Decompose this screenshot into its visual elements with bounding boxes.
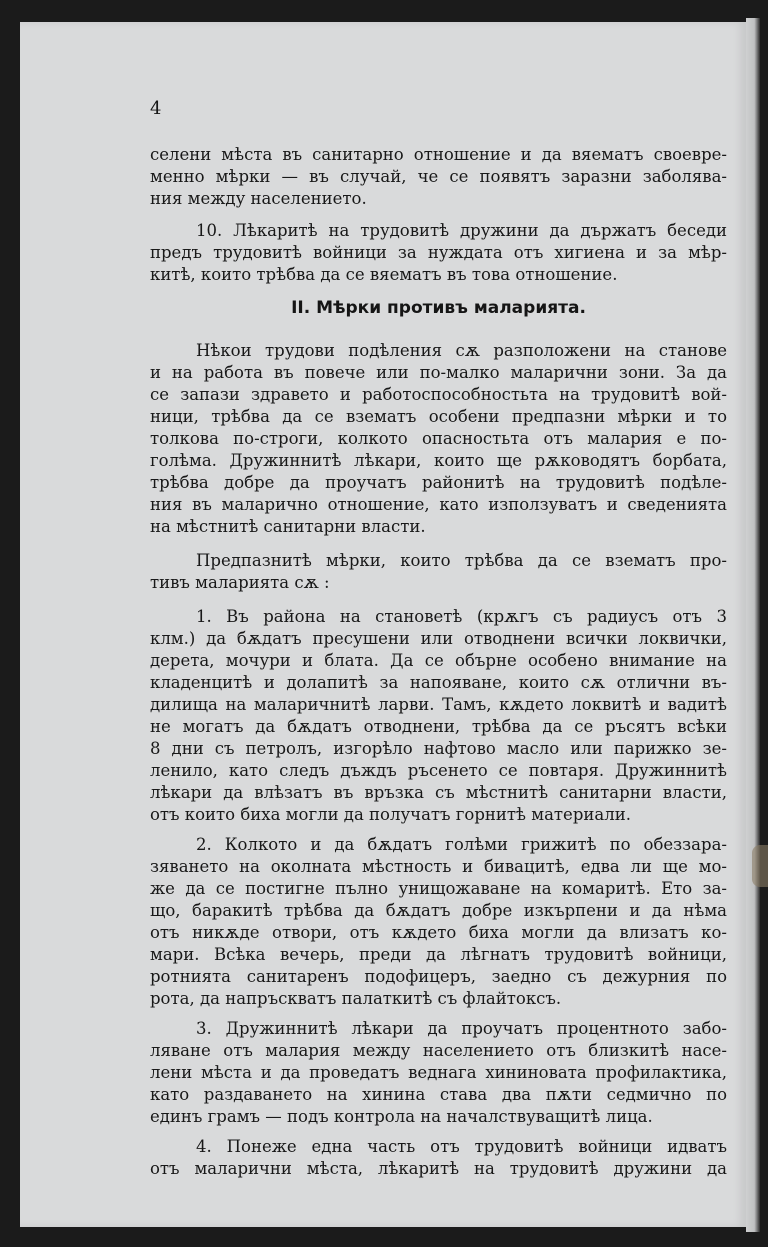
text-line: толкова по-строги, колкото опасностьта отъ малария е по-: [150, 429, 727, 448]
text-line: менно мѣрки — въ случай, че се появятъ заразни заболява-: [150, 167, 727, 186]
text-line: дерета, мочури и блата. Да се обърне особено внимание на: [150, 651, 727, 670]
text-line: кладенцитѣ и долапитѣ за напояване, които сѫ отлични въ-: [150, 673, 727, 692]
text-line: ротнията санитаренъ подофицеръ, заедно съ дежурния по: [150, 967, 727, 986]
intro-paragraph: [150, 144, 727, 210]
text-line: голѣма. Дружиннитѣ лѣкари, които ще рѫководятъ борбата,: [150, 451, 727, 470]
paper-stain: [752, 845, 768, 887]
text-block-top: [150, 144, 727, 286]
text-line: ния между населението.: [150, 189, 367, 208]
text-line: що, баракитѣ трѣбва да бѫдатъ добре изкърпени и да нѣма: [150, 901, 727, 920]
text-line: мари. Всѣка вечерь, преди да лѣгнатъ трудовитѣ войници,: [150, 945, 727, 964]
text-line: се запази здравето и работоспособностьта на трудовитѣ вой-: [150, 385, 727, 404]
text-line: клм.) да бѫдатъ пресушени или отводнени всички локвички,: [150, 629, 727, 648]
text-line: трѣбва добре да проучатъ районитѣ на трудовитѣ подѣле-: [150, 473, 727, 492]
text-line: и на работа въ повече или по-малко маларични зони. За да: [150, 363, 727, 382]
item-3-paragraph: [150, 1018, 727, 1128]
text-line: лѣкари да влѣзатъ въ връзка съ мѣстнитѣ санитарни власти,: [150, 783, 727, 802]
text-line: 10. Лѣкаритѣ на трудовитѣ дружини да държатъ беседи: [196, 221, 727, 240]
text-line: ния въ маларично отношение, като използуватъ и сведенията: [150, 495, 727, 514]
page-number: 4: [150, 98, 162, 119]
text-block-main: [150, 340, 727, 1180]
text-line: же да се постигне пълно унищожаване на комаритѣ. Ето за-: [150, 879, 727, 898]
measures-intro-paragraph: [150, 550, 727, 594]
item-1-paragraph: [150, 606, 727, 826]
text-line: ленило, като следъ дъждъ ръсенето се повтаря. Дружиннитѣ: [150, 761, 727, 780]
text-line: не могатъ да бѫдатъ отводнени, трѣбва да се ръсятъ всѣки: [150, 717, 727, 736]
text-line: ляване отъ малария между населението отъ близкитѣ насе-: [150, 1041, 727, 1060]
text-line: лени мѣста и да проведатъ веднага хининовата профилактика,: [150, 1063, 727, 1082]
item-4-paragraph: [150, 1136, 727, 1180]
section-heading: II. Мѣрки противъ маларията.: [291, 298, 586, 318]
text-line: на мѣстнитѣ санитарни власти.: [150, 517, 426, 536]
text-line: 1. Въ района на становетѣ (крѫгъ съ радиусъ отъ 3: [196, 607, 727, 626]
text-line: отъ никѫде отвори, отъ кѫдето биха могли да влизатъ ко-: [150, 923, 727, 942]
text-line: 8 дни съ петролъ, изгорѣло нафтово масло или парижко зе-: [150, 739, 727, 758]
text-line: отъ които биха могли да получатъ горнитѣ материали.: [150, 805, 631, 824]
text-line: предъ трудовитѣ войници за нуждата отъ хигиена и за мѣр-: [150, 243, 727, 262]
item-2-paragraph: [150, 834, 727, 1010]
text-line: 4. Понеже една часть отъ трудовитѣ войници идватъ: [196, 1137, 727, 1156]
text-line: като раздаването на хинина става два пѫти седмично по: [150, 1085, 727, 1104]
text-line: китѣ, които трѣбва да се вяематъ въ това отношение.: [150, 265, 618, 284]
text-line: единъ грамъ — подъ контрола на началствуващитѣ лица.: [150, 1107, 653, 1126]
malaria-intro-paragraph: [150, 340, 727, 538]
text-line: селени мѣста въ санитарно отношение и да вяематъ своевре-: [150, 145, 727, 164]
text-line: отъ маларични мѣста, лѣкаритѣ на трудовитѣ дружини да: [150, 1159, 727, 1178]
item-10-paragraph: [150, 220, 727, 286]
text-line: зяването на околната мѣстность и бивацитѣ, едва ли ще мо-: [150, 857, 727, 876]
text-line: 2. Колкото и да бѫдатъ голѣми грижитѣ по обеззара-: [196, 835, 727, 854]
page-edge: [746, 18, 760, 1232]
text-line: ници, трѣбва да се взематъ особени предпазни мѣрки и то: [150, 407, 727, 426]
text-line: тивъ маларията сѫ :: [150, 573, 330, 592]
text-line: рота, да напръскватъ палаткитѣ съ флайтоксъ.: [150, 989, 562, 1008]
text-line: 3. Дружиннитѣ лѣкари да проучатъ процентното забо-: [196, 1019, 727, 1038]
text-line: Нѣкои трудови подѣления сѫ разположени на станове: [196, 341, 727, 360]
text-line: дилища на маларичнитѣ ларви. Тамъ, кѫдето локвитѣ и вадитѣ: [150, 695, 727, 714]
text-line: Предпазнитѣ мѣрки, които трѣбва да се взематъ про-: [196, 551, 727, 570]
